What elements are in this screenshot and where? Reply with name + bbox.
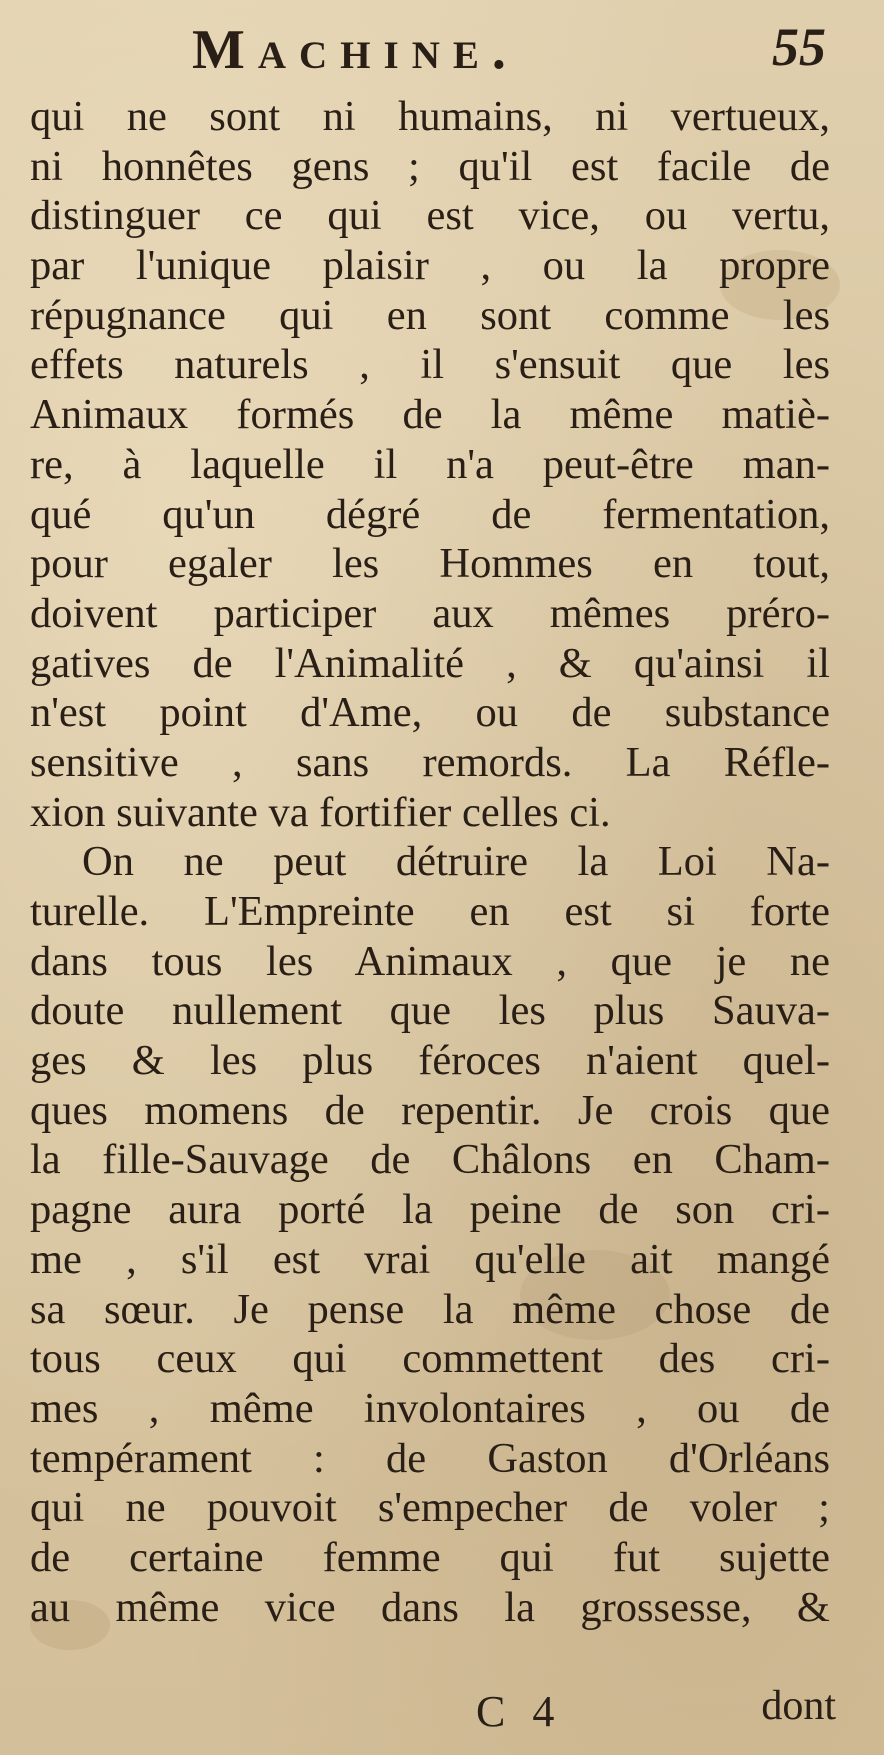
text-line: sa sœur. Je pense la même chose de — [30, 1285, 830, 1333]
text-line: dans tous les Animaux , que je ne — [30, 937, 830, 985]
text-line: pagne aura porté la peine de son cri- — [30, 1186, 830, 1234]
text-line: pour egaler les Hommes en tout, — [30, 540, 830, 588]
text-line: ges & les plus féroces n'aient quel- — [30, 1037, 830, 1085]
page-number: 55 — [772, 17, 826, 77]
text-line: par l'unique plaisir , ou la propre — [30, 242, 830, 290]
text-line: qui ne sont ni humains, ni vertueux, — [30, 93, 830, 140]
text-line: qui ne pouvoit s'empecher de voler ; — [30, 1484, 830, 1532]
text-line: xion suivante va fortifier celles ci. — [30, 788, 611, 836]
body-text — [30, 92, 830, 1632]
text-line: tous ceux qui commettent des cri- — [30, 1335, 830, 1383]
running-head: Machine. — [192, 19, 519, 81]
text-line: turelle. L'Empreinte en est si forte — [30, 888, 830, 935]
page-footer — [0, 1683, 884, 1746]
signature-mark: C 4 — [476, 1687, 563, 1736]
text-line: me , s'il est vrai qu'elle ait mangé — [30, 1235, 830, 1283]
text-line: de certaine femme qui fut sujette — [30, 1533, 830, 1581]
text-line: doivent participer aux mêmes préro- — [30, 589, 830, 637]
catchword: dont — [761, 1683, 836, 1729]
text-line: au même vice dans la grossesse, & — [30, 1583, 830, 1631]
text-line: la fille-Sauvage de Châlons en Cham- — [30, 1136, 830, 1184]
text-line: gatives de l'Animalité , & qu'ainsi il — [30, 639, 830, 687]
text-line: qué qu'un dégré de fermentation, — [30, 490, 830, 538]
text-line: distinguer ce qui est vice, ou vertu, — [30, 192, 830, 240]
text-line: doute nullement que les plus Sauva- — [30, 987, 830, 1035]
text-line: sensitive , sans remords. La Réfle- — [30, 738, 830, 786]
text-line: effets naturels , il s'ensuit que les — [30, 341, 830, 389]
text-line: tempérament : de Gaston d'Orléans — [30, 1434, 830, 1482]
text-line: répugnance qui en sont comme les — [30, 291, 830, 339]
page-header — [0, 12, 884, 92]
text-line: Animaux formés de la même matiè- — [30, 391, 830, 439]
text-line: ques momens de repentir. Je crois que — [30, 1086, 830, 1134]
text-line: On ne peut détruire la Loi Na- — [82, 838, 830, 886]
text-line: n'est point d'Ame, ou de substance — [30, 689, 830, 737]
text-line: mes , même involontaires , ou de — [30, 1384, 830, 1432]
text-line: re, à laquelle il n'a peut-être man- — [30, 440, 830, 488]
text-line: ni honnêtes gens ; qu'il est facile de — [30, 142, 830, 190]
